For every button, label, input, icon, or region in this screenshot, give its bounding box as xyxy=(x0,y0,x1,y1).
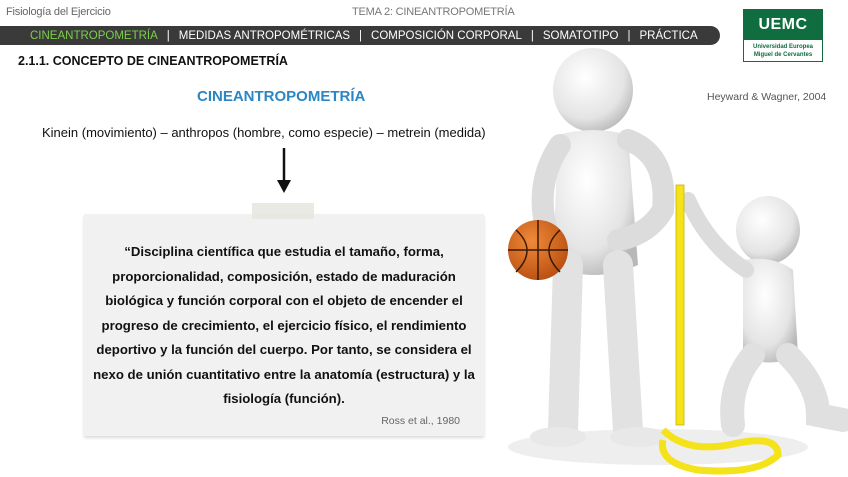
nav-item-practica[interactable]: PRÁCTICA xyxy=(639,29,698,42)
etymology-text: Kinein (movimiento) – anthropos (hombre, como especie) – metrein (medida) xyxy=(42,125,486,140)
nav-item-somatotipo[interactable]: SOMATOTIPO xyxy=(542,29,619,42)
tape-decoration xyxy=(252,203,314,219)
definition-card xyxy=(84,214,484,436)
course-name: Fisiología del Ejercicio xyxy=(6,6,111,18)
main-title: CINEANTROPOMETRÍA xyxy=(197,88,366,105)
definition-quote: “Disciplina científica que estudia el tamaño, forma, proporcionalidad, composición, estado de maduración biológica y función corporal con el objeto de encender el progreso de crecimiento, el ejercicio físico, el rendimiento deportivo y la función del cuerpo. Por tanto, se considera el nexo de unión cuantitativo entre la anatomía (estructura) y la fisiología (función). xyxy=(93,244,475,406)
nav-separator: | xyxy=(627,29,631,42)
logo-subtitle-line1: Universidad Europea xyxy=(752,44,814,50)
top-reference: Heyward & Wagner, 2004 xyxy=(707,91,827,103)
nav-item-medidas[interactable]: MEDIDAS ANTROPOMÉTRICAS xyxy=(178,29,351,42)
nav-separator: | xyxy=(166,29,170,42)
topic-title: TEMA 2: CINEANTROPOMETRÍA xyxy=(352,6,515,18)
nav-item-cineantropometria[interactable]: CINEANTROPOMETRÍA xyxy=(30,29,158,42)
logo-name: UEMC xyxy=(744,10,822,40)
nav-separator: | xyxy=(530,29,534,42)
quote-reference: Ross et al., 1980 xyxy=(381,415,460,427)
logo-subtitle-line2: Miguel de Cervantes xyxy=(753,52,813,58)
figures-measuring-illustration xyxy=(488,35,848,477)
nav-separator: | xyxy=(359,29,363,42)
section-title: 2.1.1. CONCEPTO DE CINEANTROPOMETRÍA xyxy=(18,54,288,68)
nav-item-composicion[interactable]: COMPOSICIÓN CORPORAL xyxy=(371,29,522,42)
arrow-down-icon xyxy=(274,148,294,194)
